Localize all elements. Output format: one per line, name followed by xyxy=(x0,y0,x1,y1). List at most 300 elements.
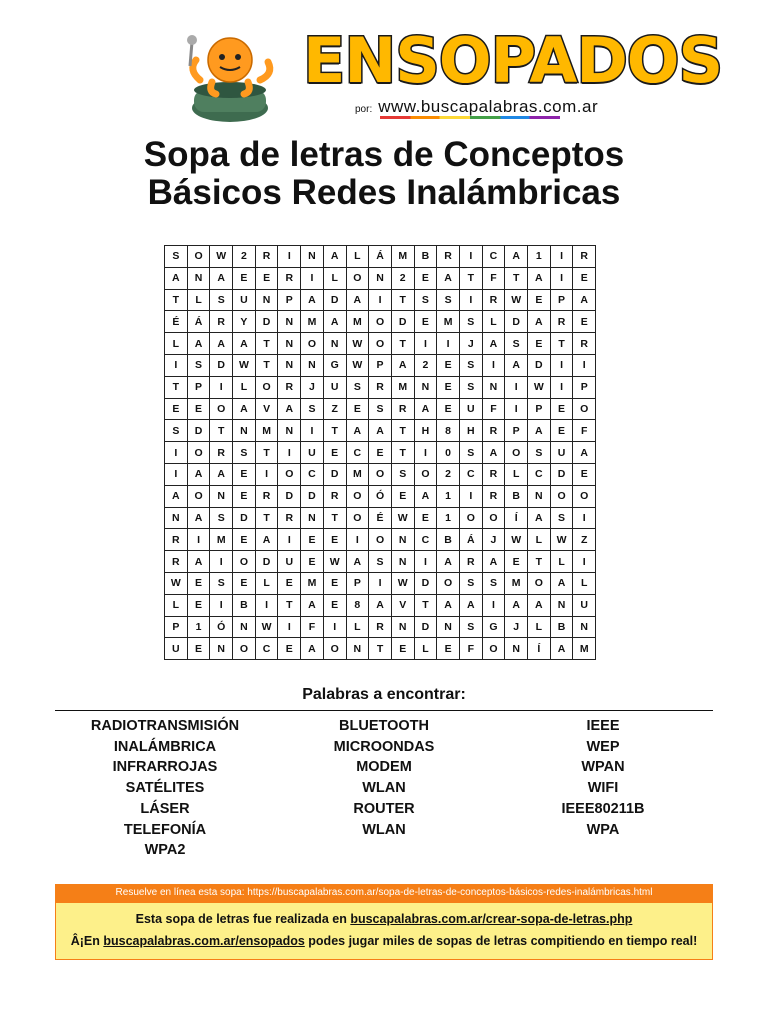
grid-cell[interactable]: 0 xyxy=(437,442,460,464)
grid-cell[interactable]: N xyxy=(210,638,233,660)
grid-cell[interactable]: L xyxy=(505,463,528,485)
grid-cell[interactable]: O xyxy=(482,638,505,660)
grid-cell[interactable]: S xyxy=(187,354,210,376)
grid-cell[interactable]: R xyxy=(278,507,301,529)
grid-cell[interactable]: U xyxy=(323,376,346,398)
grid-cell[interactable]: S xyxy=(369,398,392,420)
grid-cell[interactable]: Ó xyxy=(369,485,392,507)
grid-cell[interactable]: S xyxy=(459,354,482,376)
grid-cell[interactable]: O xyxy=(528,572,551,594)
grid-cell[interactable]: N xyxy=(278,333,301,355)
grid-cell[interactable]: I xyxy=(165,463,188,485)
grid-cell[interactable]: W xyxy=(550,529,573,551)
grid-cell[interactable]: P xyxy=(346,572,369,594)
grid-cell[interactable]: L xyxy=(573,572,596,594)
grid-cell[interactable]: H xyxy=(459,420,482,442)
grid-cell[interactable]: P xyxy=(369,354,392,376)
grid-cell[interactable]: T xyxy=(323,507,346,529)
create-puzzle-link[interactable]: buscapalabras.com.ar/crear-sopa-de-letras.php xyxy=(350,912,633,926)
grid-cell[interactable]: O xyxy=(233,638,256,660)
grid-cell[interactable]: N xyxy=(391,616,414,638)
grid-cell[interactable]: D xyxy=(391,311,414,333)
grid-cell[interactable]: S xyxy=(459,442,482,464)
grid-cell[interactable]: E xyxy=(391,485,414,507)
grid-cell[interactable]: L xyxy=(346,246,369,268)
grid-cell[interactable]: P xyxy=(278,289,301,311)
grid-cell[interactable]: S xyxy=(482,572,505,594)
grid-cell[interactable]: F xyxy=(301,616,324,638)
grid-cell[interactable]: É xyxy=(165,311,188,333)
grid-cell[interactable]: D xyxy=(210,354,233,376)
grid-cell[interactable]: E xyxy=(187,638,210,660)
grid-cell[interactable]: U xyxy=(459,398,482,420)
grid-cell[interactable]: E xyxy=(323,594,346,616)
grid-cell[interactable]: E xyxy=(437,376,460,398)
grid-cell[interactable]: D xyxy=(301,485,324,507)
grid-cell[interactable]: N xyxy=(210,485,233,507)
grid-cell[interactable]: I xyxy=(414,333,437,355)
grid-cell[interactable]: E xyxy=(505,551,528,573)
grid-cell[interactable]: A xyxy=(346,420,369,442)
grid-cell[interactable]: W xyxy=(165,572,188,594)
grid-cell[interactable]: R xyxy=(165,551,188,573)
grid-cell[interactable]: S xyxy=(459,376,482,398)
grid-cell[interactable]: I xyxy=(482,594,505,616)
grid-cell[interactable]: I xyxy=(550,267,573,289)
grid-cell[interactable]: Ó xyxy=(210,616,233,638)
grid-cell[interactable]: C xyxy=(414,529,437,551)
grid-cell[interactable]: N xyxy=(255,289,278,311)
grid-cell[interactable]: R xyxy=(482,420,505,442)
grid-cell[interactable]: O xyxy=(255,376,278,398)
grid-cell[interactable]: N xyxy=(278,354,301,376)
grid-cell[interactable]: U xyxy=(278,551,301,573)
grid-cell[interactable]: E xyxy=(165,398,188,420)
grid-cell[interactable]: O xyxy=(369,311,392,333)
grid-cell[interactable]: T xyxy=(255,442,278,464)
grid-cell[interactable]: R xyxy=(482,463,505,485)
grid-cell[interactable]: L xyxy=(255,572,278,594)
grid-cell[interactable]: N xyxy=(233,616,256,638)
grid-cell[interactable]: L xyxy=(482,311,505,333)
grid-cell[interactable]: S xyxy=(414,289,437,311)
grid-cell[interactable]: W xyxy=(528,376,551,398)
grid-cell[interactable]: A xyxy=(301,289,324,311)
grid-cell[interactable]: R xyxy=(278,267,301,289)
grid-cell[interactable]: O xyxy=(187,246,210,268)
grid-cell[interactable]: N xyxy=(369,267,392,289)
grid-cell[interactable]: O xyxy=(414,463,437,485)
grid-cell[interactable]: D xyxy=(278,485,301,507)
grid-cell[interactable]: A xyxy=(391,354,414,376)
grid-cell[interactable]: N xyxy=(550,594,573,616)
grid-cell[interactable]: N xyxy=(301,354,324,376)
grid-cell[interactable]: O xyxy=(187,442,210,464)
grid-cell[interactable]: B xyxy=(233,594,256,616)
grid-cell[interactable]: T xyxy=(391,289,414,311)
grid-cell[interactable]: M xyxy=(573,638,596,660)
grid-cell[interactable]: T xyxy=(255,354,278,376)
grid-cell[interactable]: A xyxy=(323,246,346,268)
grid-cell[interactable]: O xyxy=(346,507,369,529)
grid-cell[interactable]: O xyxy=(550,485,573,507)
grid-cell[interactable]: D xyxy=(323,463,346,485)
grid-cell[interactable]: V xyxy=(255,398,278,420)
grid-cell[interactable]: O xyxy=(369,529,392,551)
grid-cell[interactable]: O xyxy=(573,398,596,420)
grid-cell[interactable]: A xyxy=(187,333,210,355)
grid-cell[interactable]: Á xyxy=(369,246,392,268)
grid-cell[interactable]: I xyxy=(369,572,392,594)
grid-cell[interactable]: A xyxy=(369,594,392,616)
grid-cell[interactable]: N xyxy=(573,616,596,638)
grid-cell[interactable]: A xyxy=(346,289,369,311)
grid-cell[interactable]: N xyxy=(187,267,210,289)
grid-cell[interactable]: E xyxy=(437,638,460,660)
grid-cell[interactable]: A xyxy=(505,594,528,616)
grid-cell[interactable]: E xyxy=(369,442,392,464)
grid-cell[interactable]: T xyxy=(165,376,188,398)
grid-cell[interactable]: I xyxy=(459,485,482,507)
grid-cell[interactable]: J xyxy=(505,616,528,638)
grid-cell[interactable]: C xyxy=(459,463,482,485)
grid-cell[interactable]: E xyxy=(187,594,210,616)
grid-cell[interactable]: O xyxy=(187,485,210,507)
grid-cell[interactable]: M xyxy=(437,311,460,333)
grid-cell[interactable]: R xyxy=(323,485,346,507)
grid-cell[interactable]: A xyxy=(437,551,460,573)
grid-cell[interactable]: A xyxy=(187,551,210,573)
grid-cell[interactable]: R xyxy=(165,529,188,551)
grid-cell[interactable]: A xyxy=(187,463,210,485)
grid-cell[interactable]: T xyxy=(550,333,573,355)
grid-cell[interactable]: I xyxy=(459,289,482,311)
grid-cell[interactable]: D xyxy=(414,616,437,638)
grid-cell[interactable]: E xyxy=(573,463,596,485)
grid-cell[interactable]: E xyxy=(414,507,437,529)
grid-cell[interactable]: D xyxy=(505,311,528,333)
grid-cell[interactable]: A xyxy=(482,551,505,573)
grid-cell[interactable]: T xyxy=(210,420,233,442)
grid-cell[interactable]: N xyxy=(323,333,346,355)
grid-cell[interactable]: E xyxy=(437,354,460,376)
grid-cell[interactable]: A xyxy=(528,420,551,442)
grid-cell[interactable]: A xyxy=(165,485,188,507)
grid-cell[interactable]: A xyxy=(278,398,301,420)
grid-cell[interactable]: U xyxy=(573,594,596,616)
grid-cell[interactable]: L xyxy=(187,289,210,311)
grid-cell[interactable]: R xyxy=(391,398,414,420)
grid-cell[interactable]: É xyxy=(369,507,392,529)
grid-cell[interactable]: U xyxy=(233,289,256,311)
grid-cell[interactable]: B xyxy=(505,485,528,507)
grid-cell[interactable]: N xyxy=(301,246,324,268)
grid-cell[interactable]: P xyxy=(187,376,210,398)
grid-cell[interactable]: R xyxy=(210,311,233,333)
grid-cell[interactable]: E xyxy=(233,529,256,551)
grid-cell[interactable]: O xyxy=(210,398,233,420)
grid-cell[interactable]: A xyxy=(459,594,482,616)
grid-cell[interactable]: E xyxy=(301,551,324,573)
grid-cell[interactable]: D xyxy=(187,420,210,442)
grid-cell[interactable]: I xyxy=(278,442,301,464)
grid-cell[interactable]: R xyxy=(459,551,482,573)
grid-cell[interactable]: W xyxy=(391,572,414,594)
grid-cell[interactable]: S xyxy=(369,551,392,573)
grid-cell[interactable]: M xyxy=(505,572,528,594)
grid-cell[interactable]: A xyxy=(528,507,551,529)
grid-cell[interactable]: O xyxy=(369,333,392,355)
grid-cell[interactable]: A xyxy=(210,463,233,485)
grid-cell[interactable]: 2 xyxy=(414,354,437,376)
grid-cell[interactable]: S xyxy=(210,507,233,529)
grid-cell[interactable]: N xyxy=(437,616,460,638)
grid-cell[interactable]: I xyxy=(573,354,596,376)
grid-cell[interactable]: F xyxy=(482,398,505,420)
grid-cell[interactable]: J xyxy=(301,376,324,398)
grid-cell[interactable]: A xyxy=(414,398,437,420)
grid-cell[interactable]: A xyxy=(414,485,437,507)
grid-cell[interactable]: T xyxy=(505,267,528,289)
grid-cell[interactable]: 1 xyxy=(528,246,551,268)
grid-cell[interactable]: I xyxy=(278,616,301,638)
grid-cell[interactable]: A xyxy=(528,267,551,289)
grid-cell[interactable]: E xyxy=(187,398,210,420)
grid-cell[interactable]: M xyxy=(301,311,324,333)
grid-cell[interactable]: R xyxy=(255,246,278,268)
grid-cell[interactable]: S xyxy=(528,442,551,464)
grid-cell[interactable]: A xyxy=(165,267,188,289)
grid-cell[interactable]: I xyxy=(165,442,188,464)
grid-cell[interactable]: R xyxy=(210,442,233,464)
grid-cell[interactable]: N xyxy=(346,638,369,660)
grid-cell[interactable]: B xyxy=(414,246,437,268)
grid-cell[interactable]: W xyxy=(346,354,369,376)
grid-cell[interactable]: O xyxy=(459,507,482,529)
grid-cell[interactable]: P xyxy=(550,289,573,311)
grid-cell[interactable]: A xyxy=(210,333,233,355)
grid-cell[interactable]: C xyxy=(528,463,551,485)
grid-cell[interactable]: E xyxy=(301,529,324,551)
grid-cell[interactable]: S xyxy=(437,289,460,311)
grid-cell[interactable]: A xyxy=(437,594,460,616)
grid-cell[interactable]: I xyxy=(437,333,460,355)
grid-cell[interactable]: L xyxy=(165,333,188,355)
grid-cell[interactable]: C xyxy=(346,442,369,464)
grid-cell[interactable]: H xyxy=(414,420,437,442)
grid-cell[interactable]: E xyxy=(233,267,256,289)
grid-cell[interactable]: Z xyxy=(573,529,596,551)
grid-cell[interactable]: I xyxy=(278,246,301,268)
grid-cell[interactable]: E xyxy=(233,485,256,507)
grid-cell[interactable]: T xyxy=(323,420,346,442)
grid-cell[interactable]: I xyxy=(278,529,301,551)
grid-cell[interactable]: M xyxy=(346,463,369,485)
grid-cell[interactable]: I xyxy=(210,551,233,573)
grid-cell[interactable]: E xyxy=(573,267,596,289)
grid-cell[interactable]: R xyxy=(278,376,301,398)
grid-cell[interactable]: A xyxy=(482,442,505,464)
grid-cell[interactable]: E xyxy=(187,572,210,594)
grid-cell[interactable]: L xyxy=(346,616,369,638)
grid-cell[interactable]: 2 xyxy=(437,463,460,485)
grid-cell[interactable]: I xyxy=(505,376,528,398)
grid-cell[interactable]: O xyxy=(346,267,369,289)
grid-cell[interactable]: A xyxy=(505,246,528,268)
grid-cell[interactable]: Í xyxy=(528,638,551,660)
grid-cell[interactable]: T xyxy=(459,267,482,289)
grid-cell[interactable]: E xyxy=(550,420,573,442)
grid-cell[interactable]: A xyxy=(255,529,278,551)
grid-cell[interactable]: I xyxy=(414,551,437,573)
grid-cell[interactable]: N xyxy=(505,638,528,660)
grid-cell[interactable]: S xyxy=(550,507,573,529)
grid-cell[interactable]: S xyxy=(459,616,482,638)
grid-cell[interactable]: D xyxy=(323,289,346,311)
grid-cell[interactable]: I xyxy=(550,246,573,268)
grid-cell[interactable]: R xyxy=(573,246,596,268)
grid-cell[interactable]: M xyxy=(391,376,414,398)
grid-cell[interactable]: T xyxy=(391,333,414,355)
grid-cell[interactable]: A xyxy=(233,398,256,420)
grid-cell[interactable]: R xyxy=(369,376,392,398)
grid-cell[interactable]: I xyxy=(369,289,392,311)
grid-cell[interactable]: I xyxy=(459,246,482,268)
grid-cell[interactable]: T xyxy=(369,638,392,660)
grid-cell[interactable]: M xyxy=(391,246,414,268)
grid-cell[interactable]: 1 xyxy=(437,485,460,507)
grid-cell[interactable]: S xyxy=(505,333,528,355)
grid-cell[interactable]: Í xyxy=(505,507,528,529)
grid-cell[interactable]: I xyxy=(482,354,505,376)
grid-cell[interactable]: O xyxy=(346,485,369,507)
grid-cell[interactable]: S xyxy=(210,289,233,311)
grid-cell[interactable]: D xyxy=(233,507,256,529)
grid-cell[interactable]: E xyxy=(528,333,551,355)
grid-cell[interactable]: P xyxy=(505,420,528,442)
grid-cell[interactable]: T xyxy=(391,420,414,442)
grid-cell[interactable]: I xyxy=(165,354,188,376)
grid-cell[interactable]: I xyxy=(550,376,573,398)
grid-cell[interactable]: 1 xyxy=(437,507,460,529)
grid-cell[interactable]: L xyxy=(528,529,551,551)
grid-cell[interactable]: N xyxy=(391,551,414,573)
grid-cell[interactable]: A xyxy=(528,311,551,333)
grid-cell[interactable]: I xyxy=(573,507,596,529)
grid-cell[interactable]: A xyxy=(482,333,505,355)
grid-cell[interactable]: I xyxy=(414,442,437,464)
grid-cell[interactable]: J xyxy=(482,529,505,551)
grid-cell[interactable]: P xyxy=(528,398,551,420)
grid-cell[interactable]: F xyxy=(459,638,482,660)
grid-cell[interactable]: D xyxy=(255,551,278,573)
grid-cell[interactable]: L xyxy=(414,638,437,660)
grid-cell[interactable]: O xyxy=(482,507,505,529)
grid-cell[interactable]: W xyxy=(391,507,414,529)
grid-cell[interactable]: L xyxy=(550,551,573,573)
grid-cell[interactable]: S xyxy=(233,442,256,464)
grid-cell[interactable]: E xyxy=(414,267,437,289)
grid-cell[interactable]: A xyxy=(369,420,392,442)
grid-cell[interactable]: F xyxy=(482,267,505,289)
grid-cell[interactable]: L xyxy=(528,616,551,638)
grid-cell[interactable]: W xyxy=(210,246,233,268)
grid-cell[interactable]: I xyxy=(187,529,210,551)
grid-cell[interactable]: N xyxy=(278,311,301,333)
grid-cell[interactable]: E xyxy=(528,289,551,311)
grid-cell[interactable]: A xyxy=(437,267,460,289)
grid-cell[interactable]: C xyxy=(301,463,324,485)
grid-cell[interactable]: A xyxy=(233,333,256,355)
grid-cell[interactable]: I xyxy=(301,420,324,442)
grid-cell[interactable]: E xyxy=(323,529,346,551)
grid-cell[interactable]: I xyxy=(573,551,596,573)
grid-cell[interactable]: A xyxy=(573,289,596,311)
grid-cell[interactable]: W xyxy=(233,354,256,376)
grid-cell[interactable]: S xyxy=(391,463,414,485)
grid-cell[interactable]: I xyxy=(323,616,346,638)
grid-cell[interactable]: I xyxy=(210,376,233,398)
grid-cell[interactable]: S xyxy=(210,572,233,594)
grid-cell[interactable]: Y xyxy=(233,311,256,333)
grid-cell[interactable]: U xyxy=(550,442,573,464)
grid-cell[interactable]: L xyxy=(165,594,188,616)
grid-cell[interactable]: 8 xyxy=(346,594,369,616)
grid-cell[interactable]: R xyxy=(550,311,573,333)
grid-cell[interactable]: E xyxy=(573,311,596,333)
grid-cell[interactable]: E xyxy=(346,398,369,420)
grid-cell[interactable]: O xyxy=(323,638,346,660)
grid-cell[interactable]: T xyxy=(165,289,188,311)
grid-cell[interactable]: S xyxy=(459,311,482,333)
grid-cell[interactable]: 8 xyxy=(437,420,460,442)
grid-cell[interactable]: W xyxy=(346,333,369,355)
grid-cell[interactable]: 2 xyxy=(233,246,256,268)
grid-cell[interactable]: R xyxy=(369,616,392,638)
grid-cell[interactable]: A xyxy=(550,572,573,594)
grid-cell[interactable]: W xyxy=(323,551,346,573)
grid-cell[interactable]: O xyxy=(278,463,301,485)
grid-cell[interactable]: O xyxy=(301,333,324,355)
grid-cell[interactable]: E xyxy=(278,638,301,660)
grid-cell[interactable]: A xyxy=(210,267,233,289)
grid-cell[interactable]: M xyxy=(210,529,233,551)
grid-cell[interactable]: S xyxy=(165,246,188,268)
grid-cell[interactable]: D xyxy=(255,311,278,333)
grid-cell[interactable]: C xyxy=(255,638,278,660)
logo-byline[interactable] xyxy=(355,97,598,117)
grid-cell[interactable]: E xyxy=(255,267,278,289)
grid-cell[interactable]: A xyxy=(323,311,346,333)
grid-cell[interactable]: A xyxy=(301,638,324,660)
grid-cell[interactable]: D xyxy=(414,572,437,594)
grid-cell[interactable]: M xyxy=(346,311,369,333)
grid-cell[interactable]: O xyxy=(369,463,392,485)
grid-cell[interactable]: N xyxy=(278,420,301,442)
grid-cell[interactable]: O xyxy=(573,485,596,507)
grid-cell[interactable]: T xyxy=(255,333,278,355)
grid-cell[interactable]: N xyxy=(301,507,324,529)
grid-cell[interactable]: N xyxy=(528,485,551,507)
grid-cell[interactable]: I xyxy=(346,529,369,551)
grid-cell[interactable]: E xyxy=(278,572,301,594)
grid-cell[interactable]: F xyxy=(573,420,596,442)
grid-cell[interactable]: T xyxy=(414,594,437,616)
grid-cell[interactable]: Á xyxy=(187,311,210,333)
grid-cell[interactable]: E xyxy=(437,398,460,420)
grid-cell[interactable]: P xyxy=(165,616,188,638)
grid-cell[interactable]: U xyxy=(301,442,324,464)
